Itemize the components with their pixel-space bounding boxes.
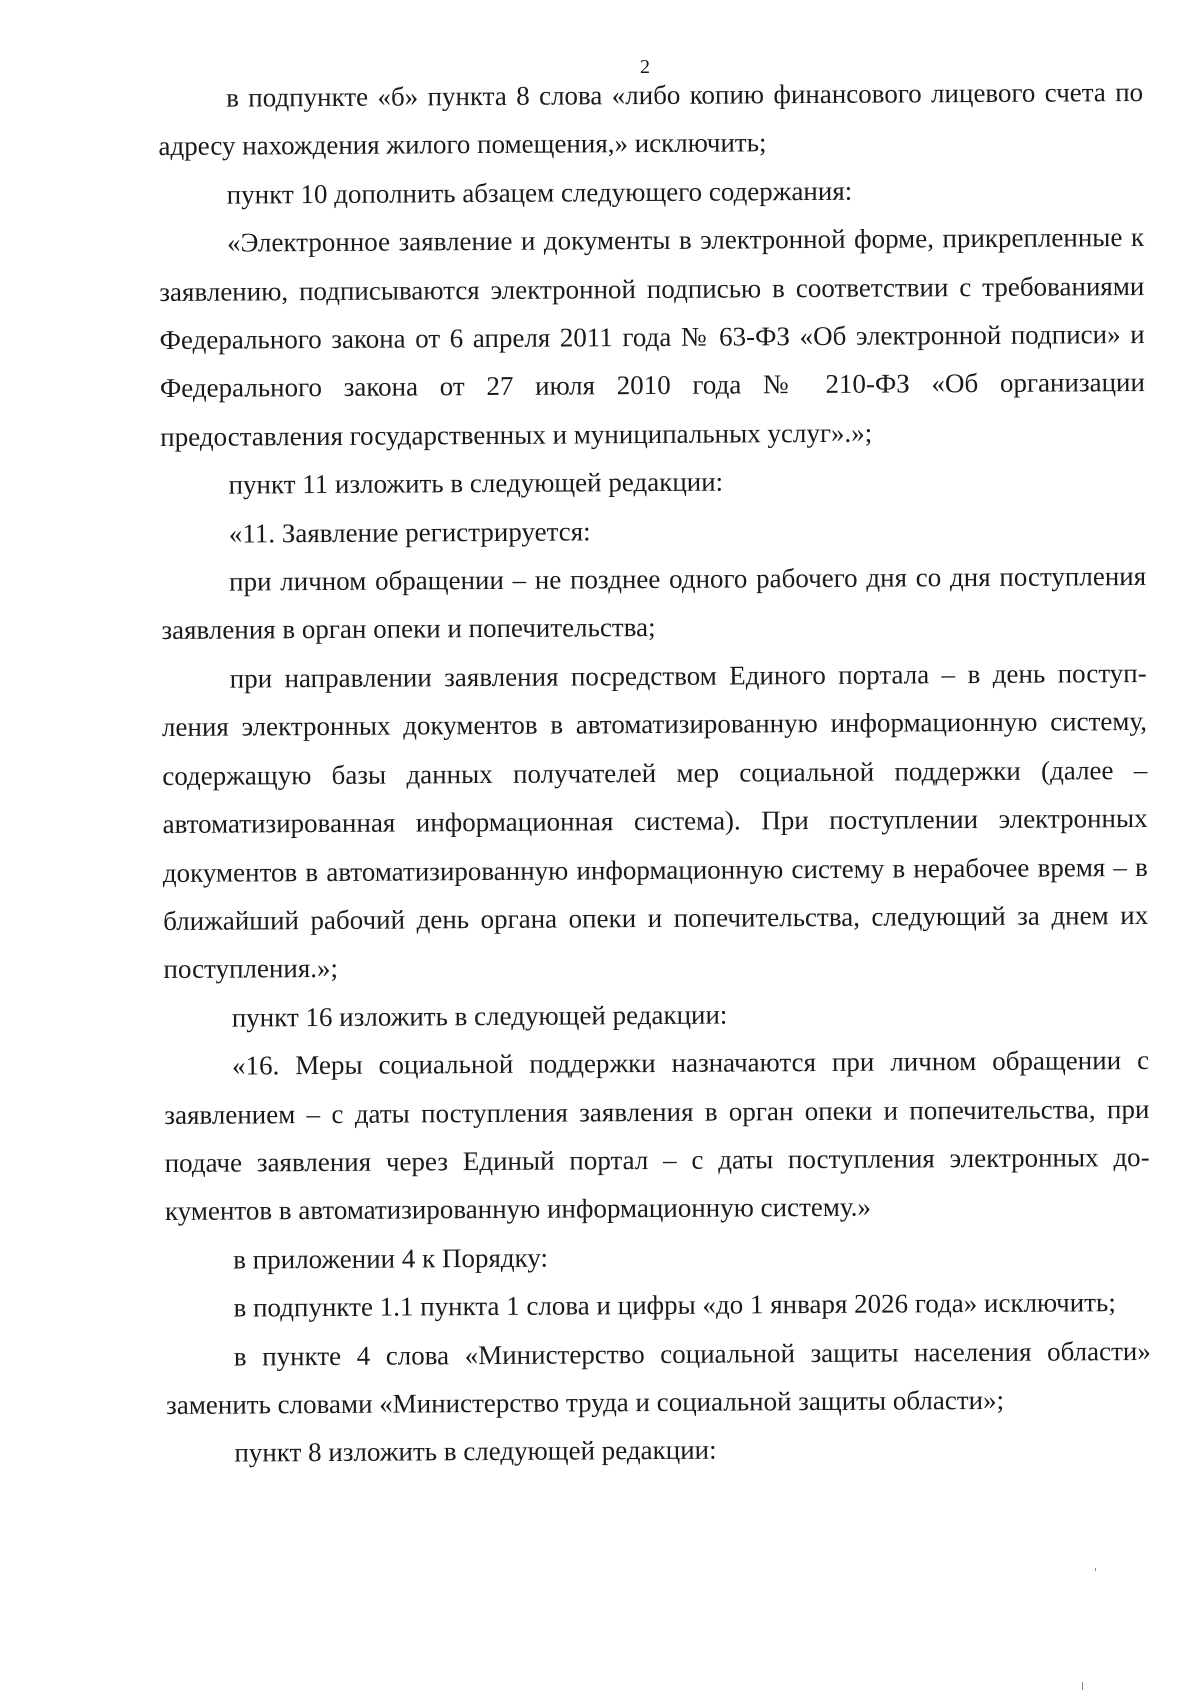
paragraph: в приложении 4 к Порядку: (233, 1242, 549, 1275)
paragraph: «Электронное заявление и документы в электронной форме, прикрепленные к заявлению, подписываются электронной подписью в соответствии с требованиями Федерального закона от 6 апреля 2011 года № 63-ФЗ «Об электронной подписи» и Федерального закона от 27 июля 2010 года № 210-ФЗ «Об организации предоставления государственных и муниципальных услуг».»; (159, 222, 1145, 452)
paragraph: «16. Меры социальной поддержки назначаются при личном обращении с заявлением – с даты поступления заявления в орган опеки и попечительства, при подаче заявления через Единый портал – с даты поступления электронных документов в автоматизированную информационную систему.» (164, 1045, 1150, 1227)
paragraph: в подпункте 1.1 пункта 1 слова и цифры «до 1 января 2026 года» исключить; (233, 1287, 1116, 1323)
paragraph: в пункте 4 слова «Министерство социальной защиты населения области» заменить словами «Министерство труда и социальной защиты области»; (166, 1335, 1151, 1420)
paragraph: при направлении заявления посредством Единого портала – в день поступления электронных документов в автоматизированную информационную систему, содержащую базы данных получателей мер социальной поддержки (далее – автоматизированная информационная система). При поступлении электронных документов в автоматизированную информационную систему в нерабочее время – в ближайший рабочий день органа опеки и попечительства, следующий за днем их поступления.»; (161, 657, 1149, 985)
paragraph: пункт 16 изложить в следующей редакции: (231, 999, 728, 1033)
paragraph: «11. Заявление регистрируется: (228, 516, 591, 549)
scan-speck (1082, 1682, 1083, 1690)
page-number: 2 (640, 56, 650, 78)
paragraph: при личном обращении – не позднее одного рабочего дня со дня поступления заявления в орган опеки и попечительства; (161, 561, 1147, 646)
document-body (158, 68, 1152, 1478)
scan-speck (1095, 1568, 1096, 1571)
paragraph: пункт 8 изложить в следующей редакции: (234, 1434, 717, 1468)
paragraph: в подпункте «б» пункта 8 слова «либо копию финансового лицевого счета по адресу нахождения жилого помещения,» исключить; (158, 76, 1144, 162)
paragraph: пункт 11 изложить в следующей редакции: (228, 466, 724, 500)
paragraph: пункт 10 дополнить абзацем следующего содержания: (226, 175, 853, 210)
